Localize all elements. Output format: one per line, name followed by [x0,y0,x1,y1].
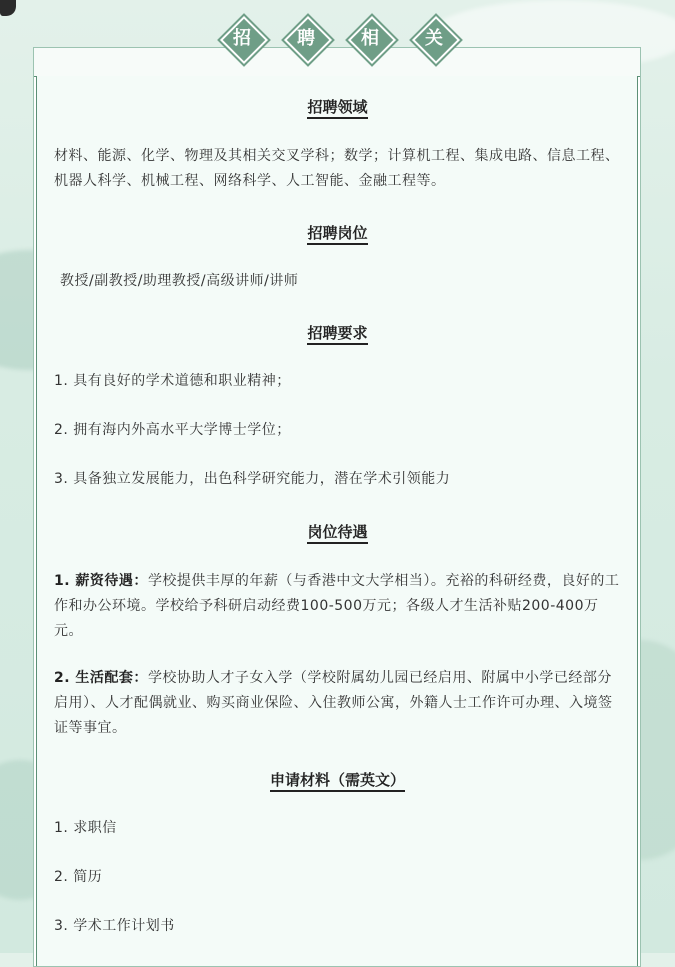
positions-text: 教授/副教授/助理教授/高级讲师/讲师 [60,273,299,289]
salary-label: 1. 薪资待遇： [54,573,148,589]
recruitment-field-text: 材料、能源、化学、物理及其相关交叉学科；数学；计算机工程、集成电路、信息工程、机器人科学、机械工程、网络科学、人工智能、金融工程等。 [54,148,620,189]
title-char: 相 [361,28,379,49]
material-item: 2. 简历 [54,869,103,885]
requirement-item: 2. 拥有海内外高水平大学博士学位； [54,422,291,438]
material-item: 1. 求职信 [54,820,117,836]
title-char: 招 [233,28,251,49]
living-benefit [54,666,622,741]
living-text: 学校协助人才子女入学（学校附属幼儿园已经启用、附属中小学已经部分启用）、人才配偶就业、购买商业保险、入住教师公寓，外籍人士工作许可办理、入境签证等事宜。 [54,670,613,736]
title-char: 聘 [297,28,315,49]
ink-decoration [0,0,16,16]
material-item: 3. 学术工作计划书 [54,918,175,934]
requirement-item: 3. 具备独立发展能力，出色科学研究能力，潜在学术引领能力 [54,471,451,487]
salary-text: 学校提供丰厚的年薪（与香港中文大学相当）。充裕的科研经费，良好的工作和办公环境。学校给予科研启动经费100-500万元；各级人才生活补贴200-400万元。 [54,573,620,639]
heading-recruitment-field: 招聘领域 [0,96,675,117]
heading-benefits: 岗位待遇 [0,521,675,542]
heading-requirements: 招聘要求 [0,322,675,343]
heading-positions: 招聘岗位 [0,222,675,243]
salary-benefit [54,569,622,644]
title-char: 关 [425,28,443,49]
living-label: 2. 生活配套： [54,670,148,686]
section-title [0,19,675,65]
requirement-item: 1. 具有良好的学术道德和职业精神； [54,373,291,389]
heading-materials: 申请材料（需英文） [0,769,675,790]
